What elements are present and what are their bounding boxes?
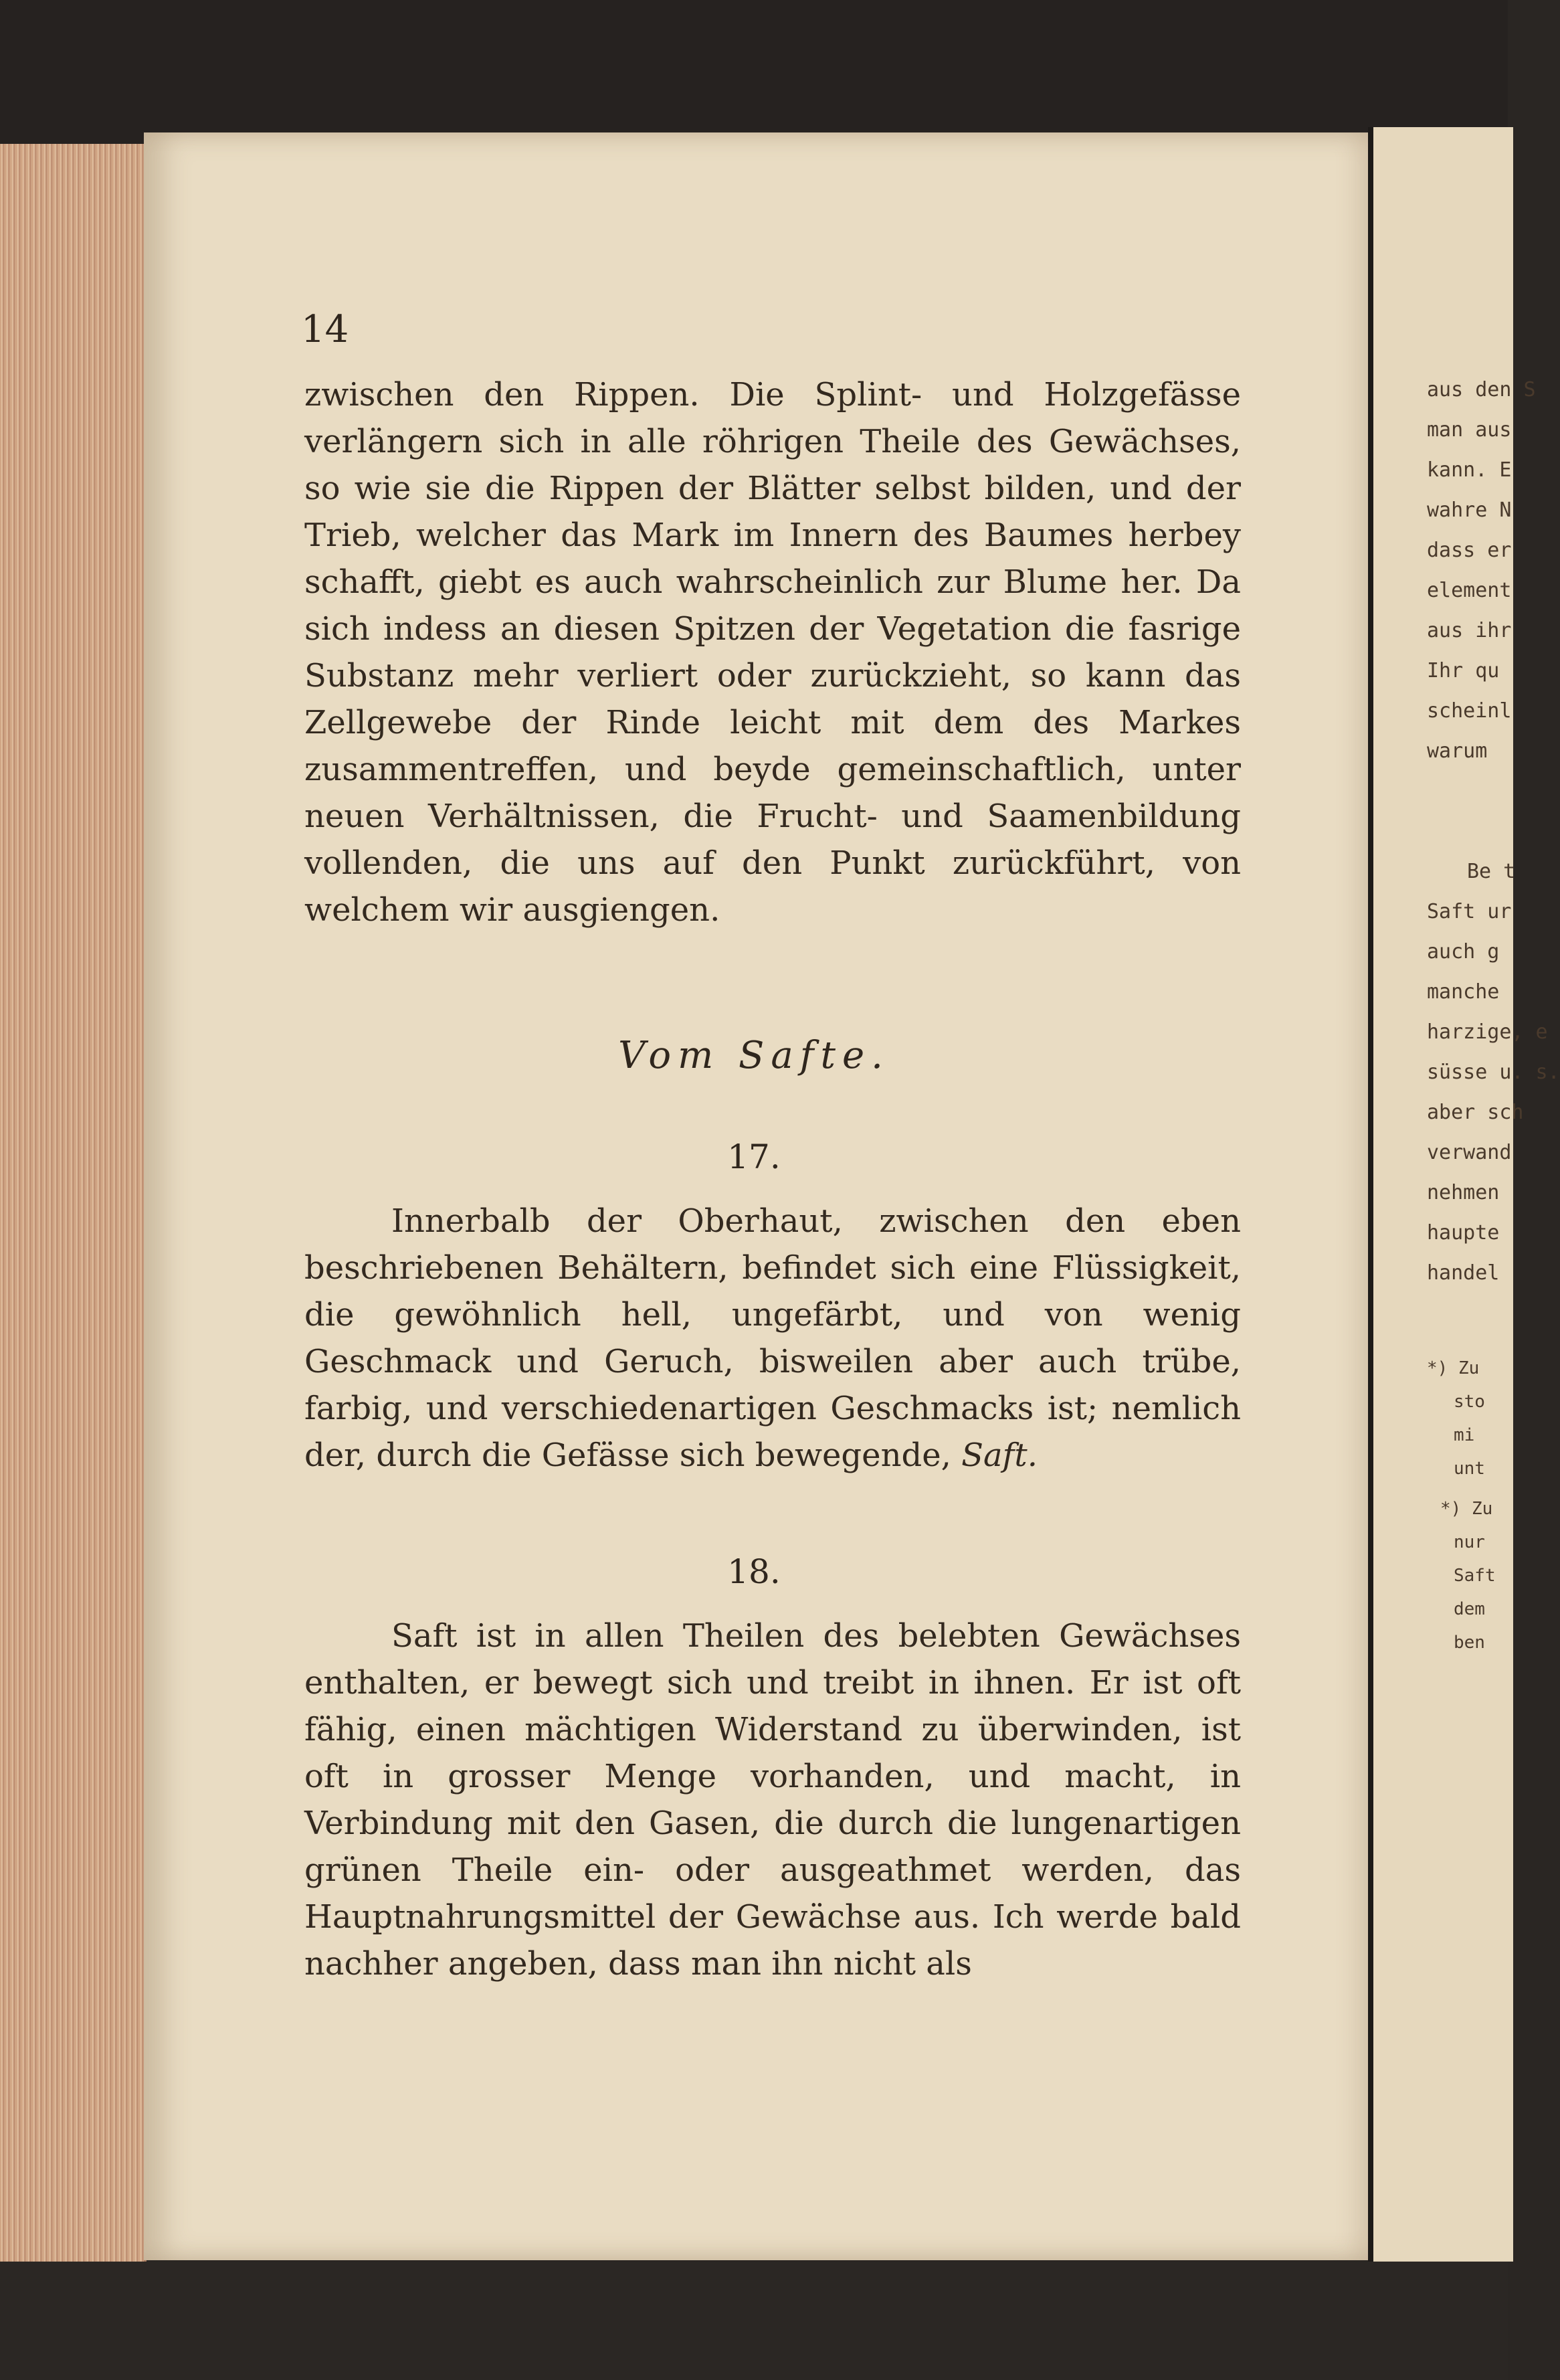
fragment-line: sto — [1454, 1392, 1485, 1412]
fragment-line: süsse u. s. — [1427, 1061, 1560, 1084]
fragment-line: element — [1427, 579, 1512, 602]
paragraph-18: Saft ist in allen Theilen des belebten Gewächses enthalten, er bewegt sich und treibt in ihnen. Er ist oft fähig, einen mächtigen Widerstand zu überwinden, ist oft in grosser Menge vorhanden, und macht, in Verbindung mit den Gasen, die durch die lungenartigen grünen Theile ein- oder ausgeathmet werden, das Hauptnahrungsmittel der Gewächse aus. Ich werde bald nachher angeben, dass man ihn nicht als — [304, 1617, 1241, 1983]
fragment-line: aus den S — [1427, 378, 1536, 401]
fragment-line: unt — [1454, 1459, 1485, 1479]
fragment-line: auch g — [1427, 940, 1500, 964]
page-number: 14 — [301, 308, 349, 351]
fragment-line: haupte — [1427, 1221, 1500, 1245]
section-heading: Vom Safte. — [618, 1034, 890, 1077]
fragment-line: manche — [1427, 980, 1500, 1004]
fragment-line: aus ihr — [1427, 619, 1512, 642]
fragment-line: harzige, e — [1427, 1020, 1548, 1044]
fragment-line: scheinl — [1427, 699, 1512, 723]
background-top — [0, 0, 1508, 144]
fragment-line: mi — [1454, 1425, 1475, 1445]
background-bottom — [0, 2262, 1508, 2380]
section-number-18: 18. — [727, 1552, 781, 1591]
fragment-line: nur — [1454, 1532, 1485, 1552]
fragment-line: aber sch — [1427, 1101, 1524, 1124]
fragment-line: *) Zu — [1427, 1358, 1480, 1378]
fragment-line: *) Zu — [1440, 1499, 1493, 1519]
paragraph-17-text: Innerbalb der Oberhaut, zwischen den eben beschriebenen Behältern, befindet sich eine Flüssigkeit, die gewöhnlich hell, ungefärbt, und von wenig Geschmack und Geruch, bisweilen aber auch trübe, farbig, und verschiedenartigen Geschmacks ist; nemlich der, durch die Gefässe sich bewegende, — [304, 1202, 1241, 1474]
fragment-line: warum — [1427, 739, 1488, 763]
fragment-line: dass er — [1427, 539, 1512, 562]
fragment-line: dem — [1454, 1599, 1485, 1619]
fragment-line: Saft — [1454, 1566, 1496, 1586]
fragment-line: Ihr qu — [1427, 659, 1500, 682]
fragment-line: ben — [1454, 1633, 1485, 1653]
fragment-line: Saft ur — [1427, 900, 1512, 923]
fragment-line: nehmen — [1427, 1181, 1500, 1204]
fragment-line: Be t — [1467, 860, 1516, 883]
fragment-line: man aus — [1427, 418, 1512, 442]
fragment-line: wahre N — [1427, 498, 1512, 522]
fragment-line: verwand — [1427, 1141, 1512, 1164]
emphasis-saft: Saft. — [961, 1437, 1038, 1474]
book-page-edges — [0, 144, 147, 2262]
adjacent-page — [1368, 127, 1560, 2262]
fragment-line: handel — [1427, 1261, 1500, 1285]
paragraph-top: zwischen den Rippen. Die Splint- und Holzgefässe verlängern sich in alle röhrigen Theile des Gewächses, so wie sie die Rippen der Blätter selbst bilden, und der Trieb, welcher das Mark im Innern des Baumes herbey schafft, giebt es auch wahrscheinlich zur Blume her. Da sich indess an diesen Spitzen der Vegetation die fasrige Substanz mehr verliert oder zurückzieht, so kann das Zellgewebe der Rinde leicht mit dem des Markes zusammentreffen, und beyde gemeinschaftlich, unter neuen Verhältnissen, die Frucht- und Saamenbildung vollenden, die uns auf den Punkt zurückführt, von welchem wir ausgiengen. — [304, 376, 1241, 929]
fragment-line: kann. E — [1427, 458, 1512, 482]
paragraph-17 — [304, 1198, 1241, 1479]
section-number-17: 17. — [727, 1137, 781, 1176]
